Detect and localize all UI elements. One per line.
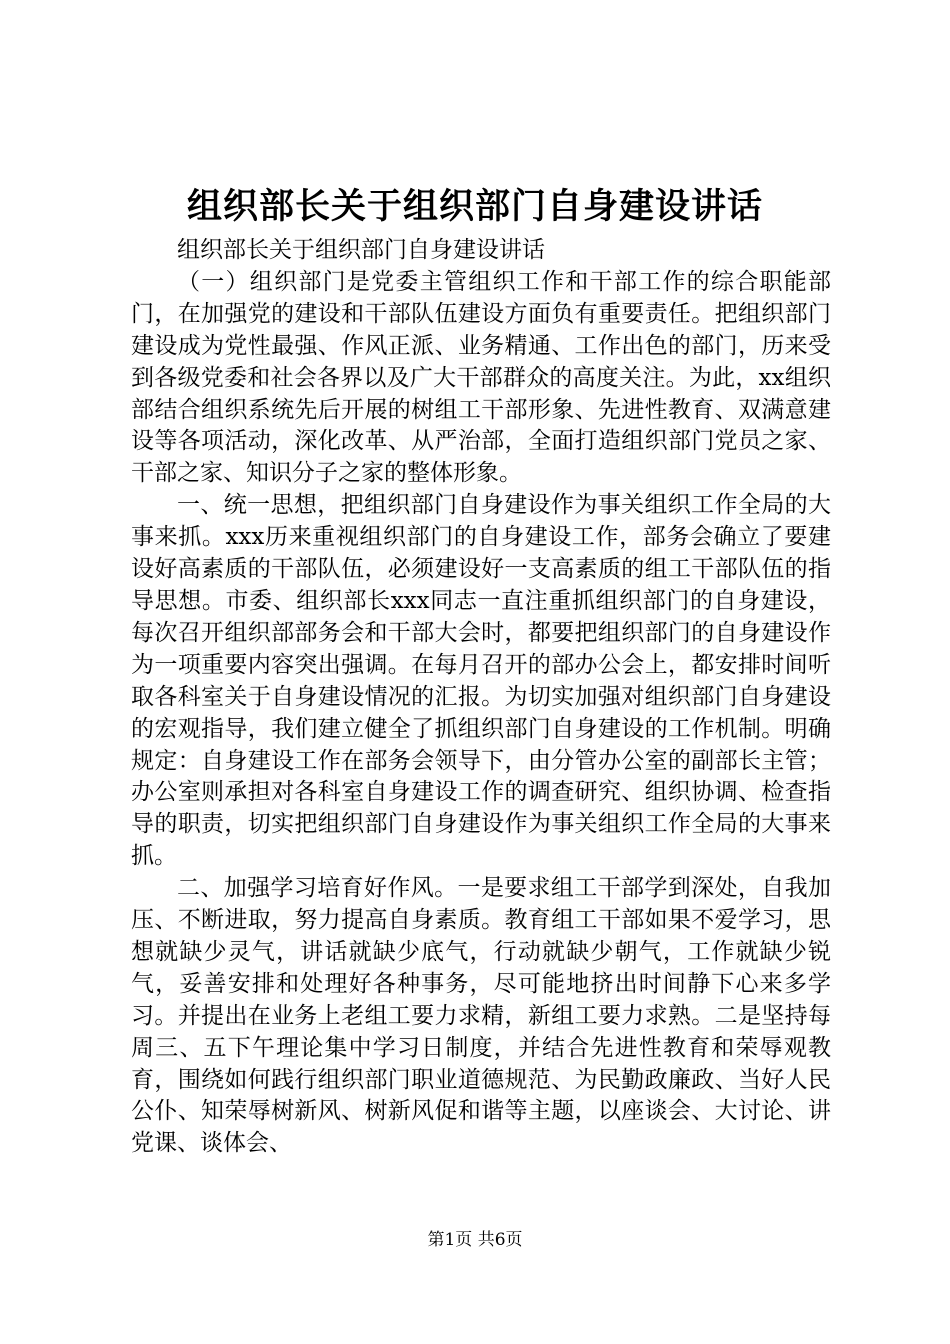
- document-body: [131, 235, 831, 1160]
- paragraph-intro: （一）组织部门是党委主管组织工作和干部工作的综合职能部门，在加强党的建设和干部队伍建设方面负有重要责任。把组织部门建设成为党性最强、作风正派、业务精通、工作出色的部门，历来受到各级党委和社会各界以及广大干部群众的高度关注。为此，xx组织部结合组织系统先后开展的树组工干部形象、先进性教育、双满意建设等各项活动，深化改革、从严治部，全面打造组织部门党员之家、干部之家、知识分子之家的整体形象。: [131, 268, 831, 487]
- document-title: 组织部长关于组织部门自身建设讲话: [186, 186, 763, 227]
- paragraph-section-1: 一、统一思想，把组织部门自身建设作为事关组织工作全局的大事来抓。xxx历来重视组织部门的自身建设工作，部务会确立了要建设好高素质的干部队伍，必须建设好一支高素质的组工干部队伍的指导思想。市委、组织部长xxx同志一直注重抓组织部门的自身建设，每次召开组织部部务会和干部大会时，都要把组织部门的自身建设作为一项重要内容突出强调。在每月召开的部办公会上，都安排时间听取各科室关于自身建设情况的汇报。为切实加强对组织部门自身建设的宏观指导，我们建立健全了抓组织部门自身建设的工作机制。明确规定：自身建设工作在部务会领导下，由分管办公室的副部长主管；办公室则承担对各科室自身建设工作的调查研究、组织协调、检查指导的职责，切实把组织部门自身建设作为事关组织工作全局的大事来抓。: [131, 492, 831, 870]
- paragraph-section-2: 二、加强学习培育好作风。一是要求组工干部学到深处，自我加压、不断进取，努力提高自身素质。教育组工干部如果不爱学习，思想就缺少灵气，讲话就缺少底气，行动就缺少朝气，工作就缺少锐气，妥善安排和处理好各种事务，尽可能地挤出时间静下心来多学习。并提出在业务上老组工要力求精，新组工要力求熟。二是坚持每周三、五下午理论集中学习日制度，并结合先进性教育和荣辱观教育，围绕如何践行组织部门职业道德规范、为民勤政廉政、当好人民公仆、知荣辱树新风、树新风促和谐等主题，以座谈会、大讨论、讲党课、谈体会、: [131, 875, 831, 1157]
- paragraph-subtitle: 组织部长关于组织部门自身建设讲话: [177, 237, 545, 263]
- page-number-footer: 第1页 共6页: [427, 1230, 523, 1250]
